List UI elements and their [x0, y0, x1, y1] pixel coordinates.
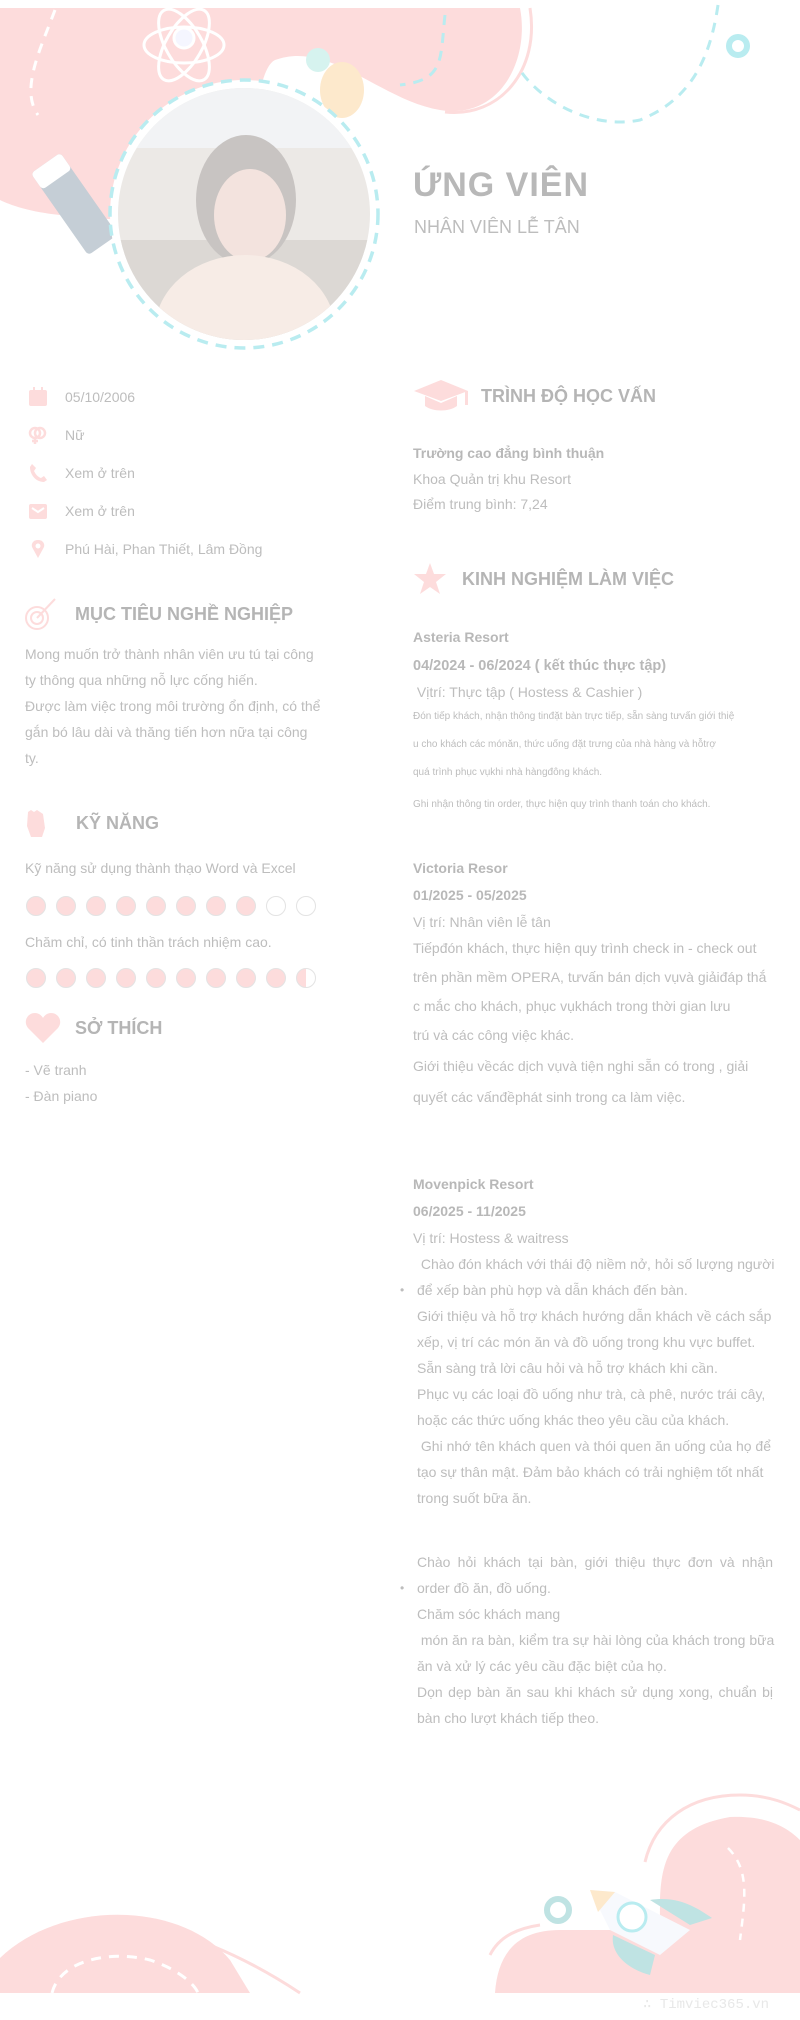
duty-line: [417, 1251, 773, 1277]
objective-title: MỤC TIÊU NGHỀ NGHIỆP: [75, 603, 294, 624]
hand-icon: [25, 808, 47, 838]
gender-icon: [28, 425, 48, 445]
watermark: ∴ Timviec365.vn: [643, 1997, 770, 2013]
duties-list-2: [400, 1549, 775, 1731]
duty-line: Phục vụ các loại đồ uống như trà, cà phê, nước trái cây,: [417, 1386, 766, 1402]
bullet-icon: •: [400, 1283, 405, 1297]
duty-line: Sẵn sàng trả lời câu hỏi và hỗ trợ khách khi cần.: [417, 1360, 718, 1376]
duty-line: Ghi nhớ tên khách quen và thói quen ăn uống của họ để: [417, 1438, 772, 1454]
desc-line: c mắc cho khách, phục vụkhách trong thời gian lưu: [413, 998, 731, 1014]
duty-line: bàn cho lượt khách tiếp theo.: [417, 1710, 599, 1726]
duty-line: món ăn ra bàn, kiểm tra sự hài lòng của khách trong bữa: [417, 1632, 775, 1648]
desc-line: Tiếpđón khách, thực hiện quy trình check in - check out: [413, 940, 757, 956]
rating-dot: [116, 968, 136, 988]
job-movenpick: [413, 1172, 783, 1251]
duty-line: [400, 1277, 773, 1303]
position: Vịtrí: Thực tập ( Hostess & Cashier ): [413, 684, 643, 700]
experience-heading: [413, 562, 674, 596]
info-address: [28, 530, 262, 568]
duty-line: Giới thiệu và hỗ trợ khách hướng dẫn khách về cách sắp: [417, 1308, 772, 1324]
position: Vị trí: Nhân viên lễ tân: [413, 914, 551, 930]
desc-line: quyết các vấnđềphát sinh trong ca làm việc.: [413, 1089, 686, 1105]
address-text: Phú Hài, Phan Thiết, Lâm Đồng: [65, 541, 263, 557]
rating-dot: [296, 896, 316, 916]
objective-line: ty thông qua những nỗ lực cống hiến.: [25, 672, 258, 688]
duty-text: để xếp bàn phù hợp và dẫn khách đến bàn.: [417, 1282, 688, 1298]
rating-dot: [236, 968, 256, 988]
company: Movenpick Resort: [413, 1176, 534, 1192]
rating-dot: [116, 896, 136, 916]
graduation-cap-icon: [413, 379, 469, 413]
duty-text: Chào đón khách với thái độ niềm nở, hỏi số lượng người: [417, 1256, 775, 1272]
hobbies-title: SỞ THÍCH: [75, 1017, 163, 1038]
job-asteria: [413, 625, 783, 819]
objective-line: Mong muốn trở thành nhân viên ưu tú tại công: [25, 646, 314, 662]
duty-line: Chào hỏi khách tại bàn, giới thiệu thực đơn và nhận: [417, 1554, 773, 1570]
heart-icon: [25, 1012, 61, 1044]
education-title: TRÌNH ĐỘ HỌC VẤN: [481, 385, 656, 406]
rating-dot: [26, 896, 46, 916]
duty-line: tạo sự thân mật. Đảm bảo khách có trải nghiệm tốt nhất: [417, 1464, 764, 1480]
rating-dot: [266, 968, 286, 988]
bullet-icon: •: [400, 1581, 405, 1595]
job-title: NHÂN VIÊN LỄ TÂN: [414, 217, 580, 237]
desc-line: Giới thiệu vềcác dịch vụvà tiện nghi sẵn có trong , giải: [413, 1058, 749, 1074]
hobby-item: - Đàn piano: [25, 1088, 98, 1104]
job-victoria: [413, 856, 783, 1113]
star-icon: [413, 562, 447, 596]
major: Khoa Quản trị khu Resort: [413, 470, 571, 487]
desc-line: Ghi nhận thông tin order, thực hiện quy trình thanh toán cho khách.: [413, 799, 711, 810]
duty-line: hoặc các thức uống khác theo yêu cầu của khách.: [417, 1412, 730, 1428]
info-gender: [28, 416, 84, 454]
desc-line: u cho khách các mónăn, thức uống đặt trưng của nhà hàng và hỗtrợ: [413, 739, 716, 750]
calendar-icon: [28, 387, 48, 407]
duty-line: [400, 1575, 773, 1601]
description: [413, 703, 783, 787]
duty-text: order đồ ăn, đồ uống.: [417, 1580, 551, 1596]
duty-line: xếp, vị trí các món ăn và đồ uống trong khu vực buffet.: [417, 1334, 756, 1350]
hobby-item: - Vẽ tranh: [25, 1062, 87, 1078]
hobbies-list: [25, 1057, 97, 1109]
duty-line: trong suốt bữa ăn.: [417, 1490, 532, 1506]
position: Vị trí: Hostess & waitress: [413, 1230, 569, 1246]
target-icon: [25, 596, 57, 632]
skills-title: KỸ NĂNG: [76, 812, 160, 833]
desc-line: Đón tiếp khách, nhận thông tinđặt bàn trực tiếp, sẵn sàng tưvấn giới thiệ: [413, 711, 735, 722]
education-heading: [413, 379, 656, 413]
phone-icon: [28, 463, 48, 483]
rating-dot: [56, 968, 76, 988]
objective-heading: [25, 596, 293, 632]
duty-line: Chăm sóc khách mang: [417, 1606, 561, 1622]
desc-line: trên phần mềm OPERA, tưvấn bán dịch vụvà giảiđáp thắ: [413, 969, 767, 985]
hobbies-heading: [25, 1012, 162, 1044]
email-text: Xem ở trên: [65, 503, 135, 519]
duty-line: ăn và xử lý các yêu cầu đặc biệt của họ.: [417, 1658, 667, 1674]
location-icon: [28, 539, 48, 559]
skills-heading: [25, 808, 159, 838]
rating-dot: [296, 968, 316, 988]
rating-dot: [236, 896, 256, 916]
rating-dot: [266, 896, 286, 916]
rating-dot: [26, 968, 46, 988]
duty-line: Dọn dẹp bàn ăn sau khi khách sử dụng xong, chuẩn bị: [417, 1684, 773, 1700]
company: Asteria Resort: [413, 629, 509, 645]
rating-dot: [146, 968, 166, 988]
gpa: Điểm trung bình: 7,24: [413, 496, 548, 512]
page-title: ỨNG VIÊN: [413, 166, 590, 204]
rating-dot: [206, 896, 226, 916]
info-email: [28, 492, 135, 530]
objective-line: ty.: [25, 750, 39, 766]
company: Victoria Resor: [413, 860, 508, 876]
period: 06/2025 - 11/2025: [413, 1203, 526, 1219]
experience-title: KINH NGHIỆM LÀM VIỆC: [462, 568, 675, 589]
rating-dot: [176, 896, 196, 916]
email-icon: [28, 501, 48, 521]
objective-line: gắn bó lâu dài và thăng tiến hơn nữa tại công: [25, 724, 308, 740]
skill-name: Kỹ năng sử dụng thành thạo Word và Excel: [25, 860, 296, 876]
period: 01/2025 - 05/2025: [413, 887, 527, 903]
rating-dot: [56, 896, 76, 916]
rating-dot: [206, 968, 226, 988]
birthday-text: 05/10/2006: [65, 389, 136, 405]
rating-dot: [86, 968, 106, 988]
info-phone: [28, 454, 135, 492]
desc-line: trú và các công việc khác.: [413, 1027, 575, 1043]
gender-text: Nữ: [65, 427, 85, 443]
education-entry: [413, 441, 604, 518]
skill-rating: [26, 968, 316, 988]
info-birthday: [28, 378, 135, 416]
rating-dot: [146, 896, 166, 916]
desc-line: quá trình phục vụkhi nhà hàngđông khách.: [413, 767, 603, 778]
period: 04/2024 - 06/2024 ( kết thúc thực tập): [413, 658, 667, 674]
skill-rating: [26, 896, 316, 916]
duties-list-1: [400, 1251, 775, 1511]
rating-dot: [86, 896, 106, 916]
objective-line: Được làm việc trong môi trường ổn định, có thể: [25, 698, 321, 714]
phone-text: Xem ở trên: [65, 465, 135, 481]
skill-name: Chăm chỉ, có tinh thần trách nhiệm cao.: [25, 934, 272, 950]
rating-dot: [176, 968, 196, 988]
objective-text: [25, 641, 320, 771]
school-name: Trường cao đẳng bình thuận: [413, 445, 605, 461]
